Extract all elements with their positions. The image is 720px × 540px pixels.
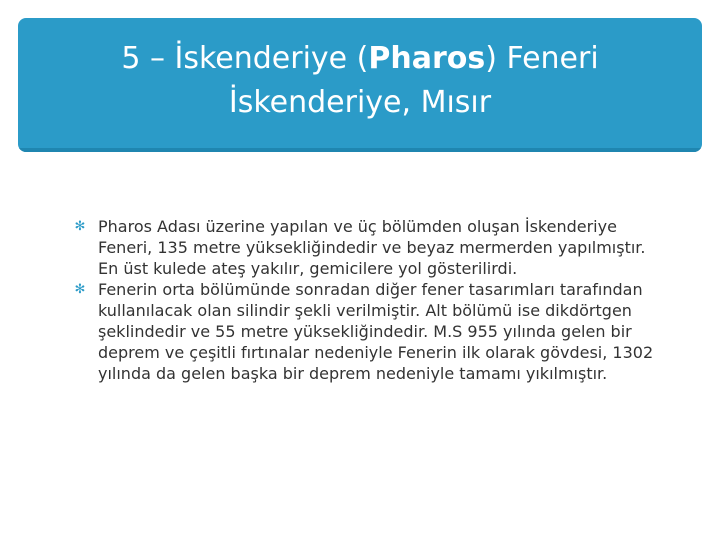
bullet-item-2 xyxy=(72,279,664,384)
bullet-text-1: Pharos Adası üzerine yapılan ve üç bölümden oluşan İskenderiye Feneri, 135 metre yüksekliğindedir ve beyaz mermerden yapılmıştır. En üst kulede ateş yakılır, gemicilere yol gösterilirdi. xyxy=(98,217,646,278)
bullet-text-2: Fenerin orta bölümünde sonradan diğer fener tasarımları tarafından kullanılacak olan silindir şekli verilmiştir. Alt bölümü ise dikdörtgen şeklindedir ve 55 metre yüksekliğindedir. M.S 955 yılında gelen bir deprem ve çeşitli fırtınalar nedeniyle Fenerin ilk olarak gövdesi, 1302 yılında da gelen başka bir deprem nedeniyle tamamı yıkılmıştır. xyxy=(98,280,654,383)
asterisk-bullet-icon: ✻ xyxy=(74,219,86,234)
title-line2: İskenderiye, Mısır xyxy=(228,85,492,120)
title-banner xyxy=(18,18,702,152)
title-line1-suffix: ) Feneri xyxy=(485,41,599,76)
title-line1-prefix: 5 – İskenderiye ( xyxy=(121,41,369,76)
slide-title xyxy=(18,37,702,125)
title-line1-bold: Pharos xyxy=(368,41,486,76)
asterisk-bullet-icon: ✻ xyxy=(74,282,86,297)
banner-bottom-edge xyxy=(18,148,702,152)
bullet-item-1 xyxy=(72,216,664,279)
bullet-list xyxy=(72,216,664,384)
